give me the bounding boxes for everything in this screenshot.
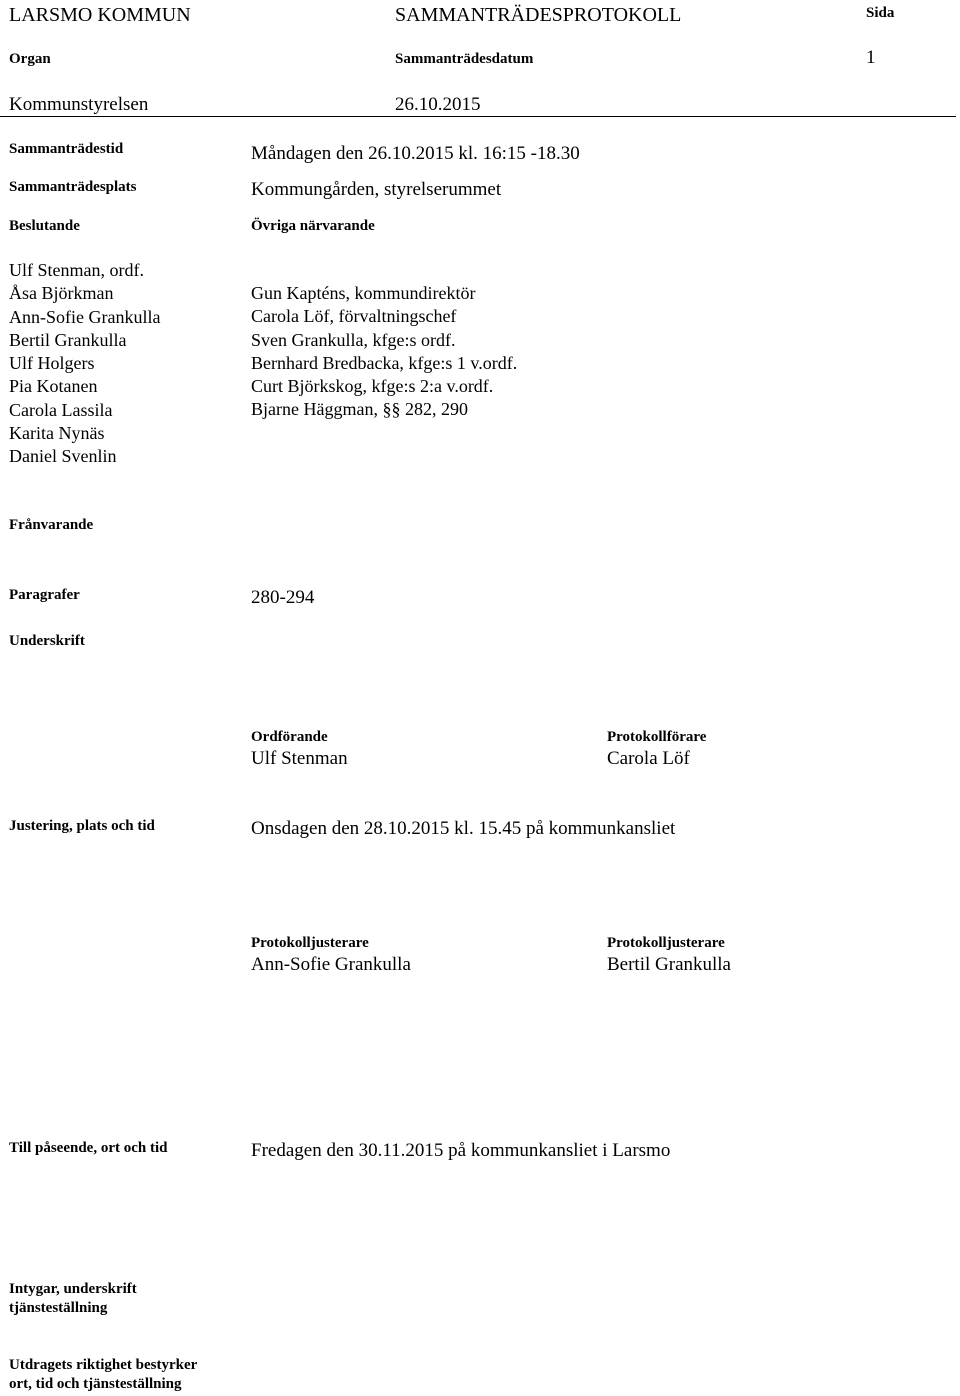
chair-name: Ulf Stenman [251,748,348,769]
document-title: SAMMANTRÄDESPROTOKOLL [395,4,682,26]
list-item: Bernhard Bredbacka, kfge:s 1 v.ordf. [251,352,518,373]
meeting-date-label: Sammanträdesdatum [395,51,534,67]
certification-line2: tjänsteställning [9,1300,108,1316]
meeting-time-value: Måndagen den 26.10.2015 kl. 16:15 -18.30 [251,143,580,164]
meeting-time-label: Sammanträdestid [9,141,124,157]
list-item: Curt Björkskog, kfge:s 2:a v.ordf. [251,376,494,397]
organ-label: Organ [9,51,51,67]
extract-certification-line2: ort, tid och tjänsteställning [9,1376,182,1392]
page-number: 1 [866,47,876,68]
list-item: Sven Grankulla, kfge:s ordf. [251,329,456,350]
adjuster2-role: Protokolljusterare [607,935,725,951]
meeting-place-value: Kommungården, styrelserummet [251,179,502,200]
meeting-place-label: Sammanträdesplats [9,179,137,195]
adjustment-value: Onsdagen den 28.10.2015 kl. 15.45 på kommunkansliet [251,818,676,839]
chair-role: Ordförande [251,729,328,745]
list-item: Carola Löf, förvaltningschef [251,306,457,327]
signature-label: Underskrift [9,633,85,649]
list-item: Daniel Svenlin [9,446,117,467]
extract-certification-line1: Utdragets riktighet bestyrker [9,1357,198,1373]
secretary-role: Protokollförare [607,729,707,745]
adjuster2-name: Bertil Grankulla [607,954,731,975]
others-present-list [251,282,517,422]
paragraphs-label: Paragrafer [9,587,80,603]
meeting-date-value: 26.10.2015 [395,94,481,115]
municipality-name: LARSMO KOMMUN [9,4,191,26]
adjuster1-role: Protokolljusterare [251,935,369,951]
adjustment-label: Justering, plats och tid [9,818,155,834]
list-item: Karita Nynäs [9,423,105,444]
list-item: Ann-Sofie Grankulla [9,306,161,327]
organ-value: Kommunstyrelsen [9,94,149,115]
deciding-members-list [9,259,160,469]
list-item: Carola Lassila [9,399,113,420]
secretary-name: Carola Löf [607,748,690,769]
list-item: Pia Kotanen [9,376,98,397]
list-item: Åsa Björkman [9,283,114,304]
others-present-label: Övriga närvarande [251,218,375,234]
list-item: Ulf Holgers [9,353,95,374]
list-item: Gun Kapténs, kommundirektör [251,283,476,303]
list-item: Ulf Stenman, ordf. [9,260,144,280]
paragraphs-value: 280-294 [251,587,315,608]
page-label: Sida [866,5,895,21]
adjuster1-name: Ann-Sofie Grankulla [251,954,411,975]
deciding-label: Beslutande [9,218,80,234]
list-item: Bertil Grankulla [9,329,127,350]
public-display-value: Fredagen den 30.11.2015 på kommunkansliet i Larsmo [251,1140,671,1161]
list-item: Bjarne Häggman, §§ 282, 290 [251,399,468,420]
certification-line1: Intygar, underskrift [9,1281,137,1297]
header-divider [0,116,956,117]
absent-label: Frånvarande [9,517,94,533]
public-display-label: Till påseende, ort och tid [9,1140,168,1156]
